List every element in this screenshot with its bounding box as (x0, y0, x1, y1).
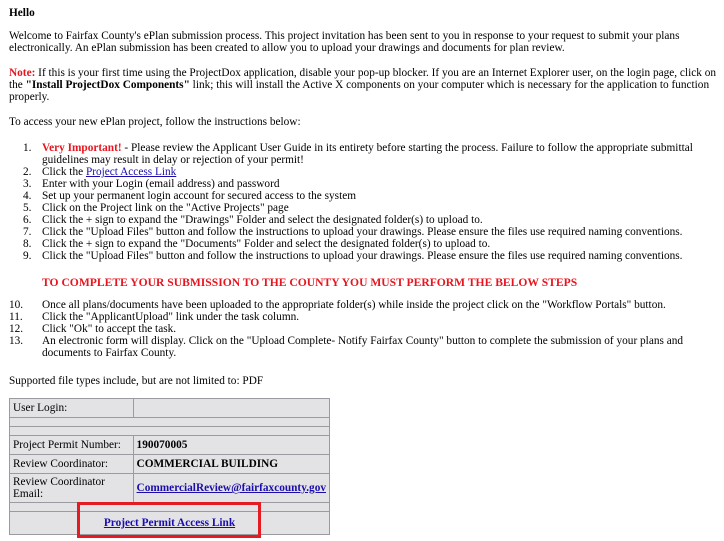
step-8: Click the + sign to expand the "Documents" Folder and select the designated folder(s) to upload to. (42, 238, 491, 250)
step-number: 11. (9, 311, 23, 323)
step-1 (42, 142, 720, 166)
spacer-row (10, 427, 330, 436)
step-12: Click "Ok" to accept the task. (42, 323, 177, 335)
step-11: Click the "ApplicantUpload" link under the task column. (42, 311, 300, 323)
spacer-row (10, 418, 330, 427)
note-text-2: link; this will install the Active X components on your computer which is necessary for the application to function properly. (9, 79, 710, 103)
review-coordinator-value: COMMERCIAL BUILDING (133, 455, 329, 474)
note-label: Note: (9, 67, 36, 79)
supported-file-types: Supported file types include, but are not limited to: PDF (9, 375, 264, 387)
permit-number-value: 190070005 (133, 436, 329, 455)
access-intro: To access your new ePlan project, follow the instructions below: (9, 116, 301, 128)
step-number: 6. (23, 214, 32, 226)
coordinator-email-cell (133, 474, 329, 503)
step-3: Enter with your Login (email address) and password (42, 178, 280, 190)
step-1-text: - Please review the Applicant User Guide in its entirety before starting the process. Failure to follow the appropriate submittal guidelines may result in delay or rejection of your permit! (42, 142, 693, 166)
very-important-label: Very Important! (42, 142, 122, 154)
step-2 (42, 166, 720, 178)
step-2-text: Click the (42, 166, 86, 178)
step-number: 1. (23, 142, 32, 154)
note-text-1: If this is your first time using the ProjectDox application, disable your pop-up blocker. If you are an Internet Explorer user, on the login page, click on the (9, 67, 716, 91)
step-10: Once all plans/documents have been uploaded to the appropriate folder(s) while inside the project click on the "Workflow Portals" button. (42, 299, 666, 311)
step-number: 12. (9, 323, 24, 335)
intro-paragraph: Welcome to Fairfax County's ePlan submission process. This project invitation has been sent to you in response to your request to submit your plans electronically. An ePlan submission has been created to allow you to upload your drawings and documents for plan review. (9, 30, 680, 54)
review-coordinator-label: Review Coordinator: (10, 455, 134, 474)
coordinator-email-label: Review Coordinator Email: (10, 474, 134, 503)
greeting: Hello (9, 7, 35, 19)
completion-banner: TO COMPLETE YOUR SUBMISSION TO THE COUNTY YOU MUST PERFORM THE BELOW STEPS (42, 276, 578, 289)
step-number: 13. (9, 335, 24, 347)
permit-number-label: Project Permit Number: (10, 436, 134, 455)
step-5: Click on the Project link on the "Active Projects" page (42, 202, 289, 214)
highlight-box (77, 502, 261, 538)
step-6: Click the + sign to expand the "Drawings" Folder and select the designated folder(s) to upload to. (42, 214, 483, 226)
coordinator-email-link[interactable]: CommercialReview@fairfaxcounty.gov (136, 482, 326, 494)
step-4: Set up your permanent login account for secured access to the system (42, 190, 357, 202)
step-number: 3. (23, 178, 32, 190)
step-number: 9. (23, 250, 32, 262)
step-number: 7. (23, 226, 32, 238)
step-number: 8. (23, 238, 32, 250)
project-permit-access-link[interactable]: Project Permit Access Link (103, 517, 236, 529)
step-7: Click the "Upload Files" button and follow the instructions to upload your drawings. Please ensure the files use required naming conventions. (42, 226, 683, 238)
note-paragraph (9, 67, 719, 103)
user-login-value (133, 399, 329, 418)
step-9: Click the "Upload Files" button and follow the instructions to upload your drawings. Please ensure the files use required naming conventions. (42, 250, 683, 262)
note-bold: "Install ProjectDox Components" (25, 79, 190, 91)
user-login-label: User Login: (10, 399, 134, 418)
step-number: 4. (23, 190, 32, 202)
step-number: 10. (9, 299, 24, 311)
step-number: 2. (23, 166, 32, 178)
step-13: An electronic form will display. Click on the "Upload Complete- Notify Fairfax County" button to complete the submission of your plans and documents to Fairfax County. (42, 335, 684, 359)
step-number: 5. (23, 202, 32, 214)
project-access-link[interactable]: Project Access Link (85, 166, 177, 178)
